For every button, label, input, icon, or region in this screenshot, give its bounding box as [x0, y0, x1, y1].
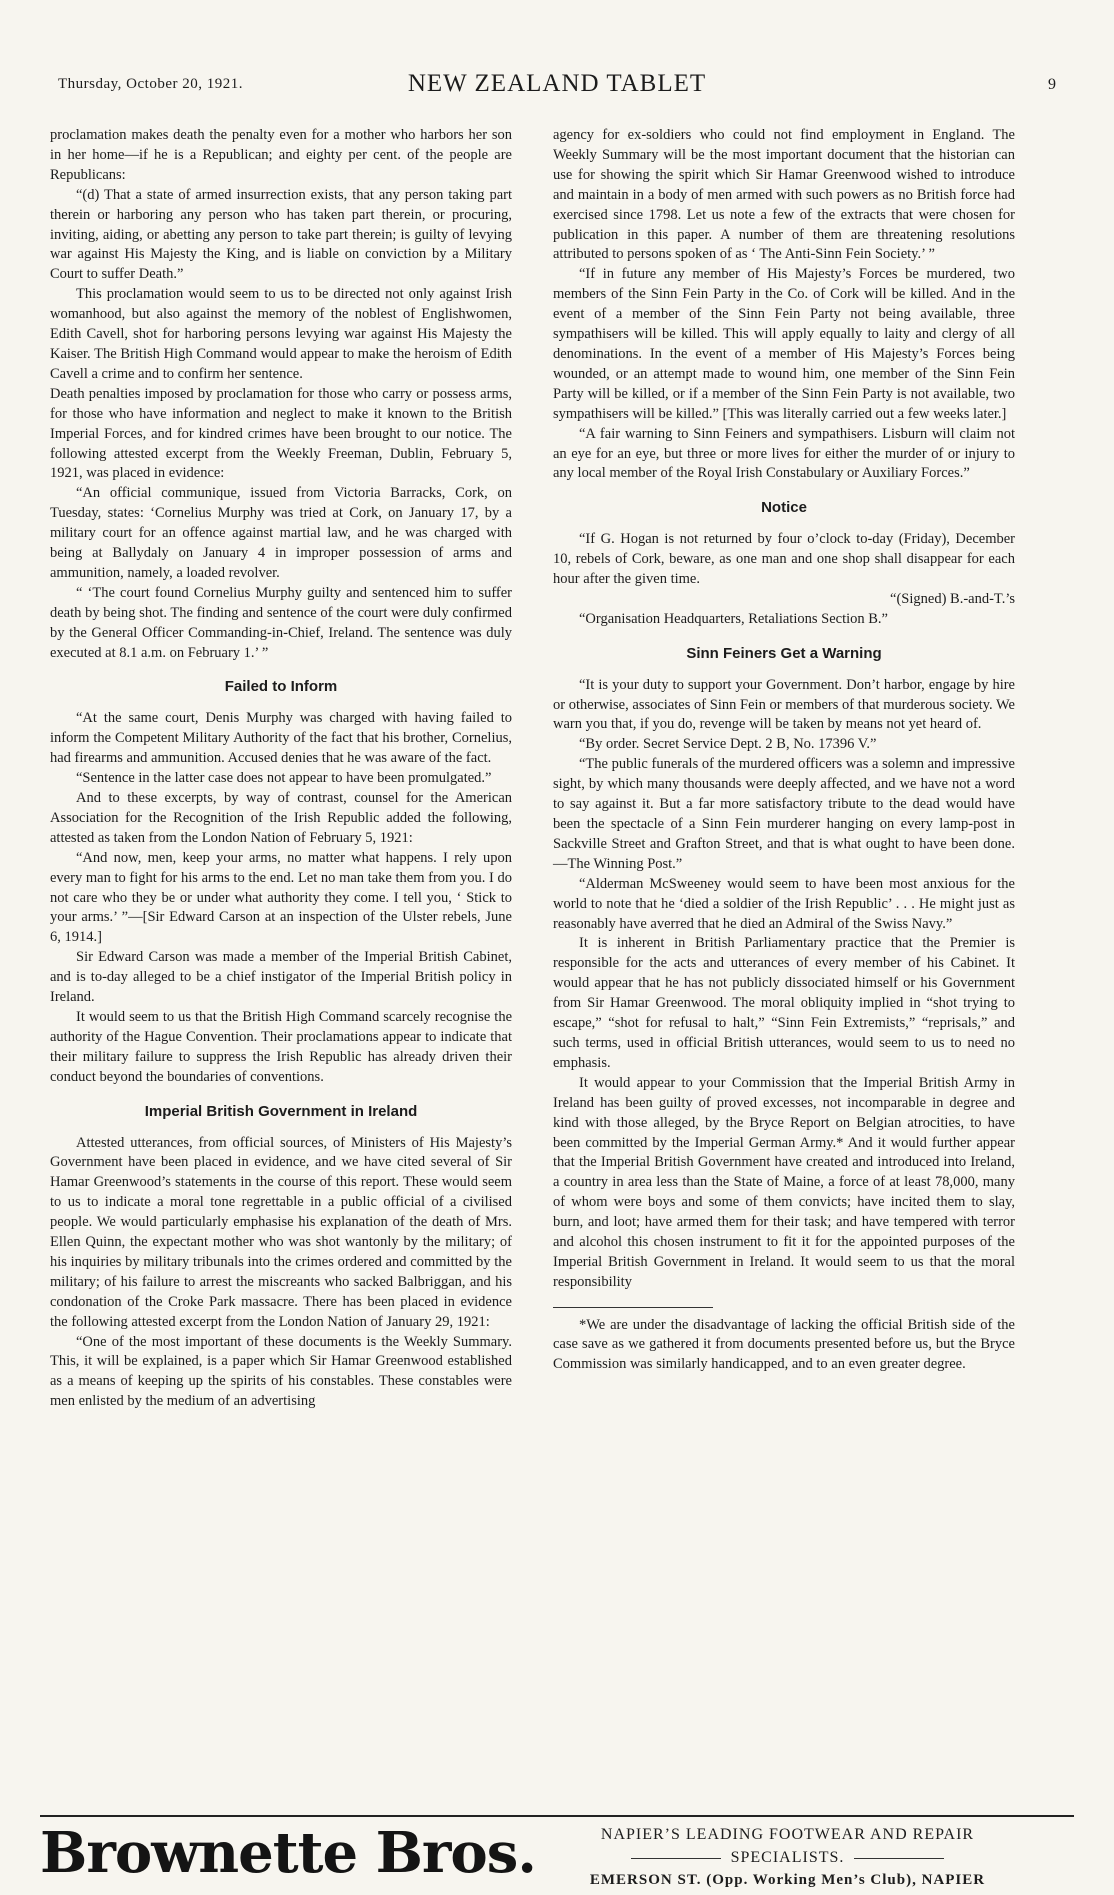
- paragraph: It is inherent in British Parliamentary practice that the Premier is responsible for the acts and utterances of every member of his Cabinet. It would appear that he has not publicly dissociated himself or his Government from Sir Hamar Greenwood. The moral obliquity implied in “shot trying to escape,” “shot for refusal to halt,” “Sinn Fein Extremists,” “reprisals,” and such terms, used in official British utterances, would seem to us to need no emphasis.: [553, 935, 1015, 1071]
- paragraph: This proclamation would seem to us to be directed not only against Irish womanhood, but also against the memory of the noblest of Englishwomen, Edith Cavell, shot for harboring persons levying war against His Majesty the Kaiser. The British High Command would appear to make the heroism of Edith Cavell a crime and to confirm her sentence.: [50, 286, 512, 382]
- signature-line: “(Signed) B.-and-T.’s: [890, 590, 1015, 607]
- paragraph: “If in future any member of His Majesty’s Forces be murdered, two members of the Sinn Fein Party in the Co. of Cork will be killed. And in the event of a member of the Sinn Fein Party not being available, three sympathisers will be killed. This will apply equally to laity and clergy of all denominations. In the event of a member of His Majesty’s Forces being wounded, or an attempt made to wound him, one member of the Sinn Fein Party will be killed, or if a member of the Sinn Fein Party is not available, two sympathisers will be killed.” [This was literally carried out a few weeks later.]: [553, 266, 1015, 422]
- paragraph: And to these excerpts, by way of contrast, counsel for the American Association for the Recognition of the Irish Republic added the following, attested as taken from the London Nation of February 5, 1921:: [50, 790, 512, 846]
- footnote-divider: [553, 1307, 713, 1308]
- section-heading-failed-to-inform: Failed to Inform: [224, 678, 338, 696]
- ad-line-specialists: [555, 1846, 1020, 1869]
- paragraph: “The public funerals of the murdered officers was a solemn and impressive sight, by which many thousands were deeply affected, and we have not a word to say against it. But a far more satisfactory tribute to the dead would have been the spectacle of a Sinn Fein murderer hanging on every lamp-post in Sackville Street and Grafton Street, and that is what ought to have been done.—The Winning Post.”: [553, 756, 1015, 872]
- paragraph: “And now, men, keep your arms, no matter what happens. I rely upon every man to fight for his arms to the end. Let no man take them from you. I do not care who they be or under what authority they come. I tell you, ‘ Stick to your arms.’ ”—[Sir Edward Carson at an inspection of the Ulster rebels, June 6, 1914.]: [50, 849, 512, 946]
- paragraph: “An official communique, issued from Victoria Barracks, Cork, on Tuesday, states: ‘Cornelius Murphy was tried at Cork, on January 17, by a military court for an offence against martial law, and he was charged with being at Ballydaly on January 4 in improper possession of arms and ammunition, namely, a loaded revolver.: [50, 485, 512, 581]
- ad-specialists: SPECIALISTS.: [730, 1849, 845, 1866]
- paragraph: “At the same court, Denis Murphy was charged with having failed to inform the Competent Military Authority of the fact that his brother, Cornelius, had firearms and ammunition. Accused denies that he was aware of the fact.: [50, 710, 512, 767]
- paragraph: It would seem to us that the British High Command scarcely recognise the authority of the Hague Convention. Their proclamations appear to indicate that their military failure to suppress the Irish Republic has already driven their conduct beyond the boundaries of conventions.: [50, 1008, 512, 1085]
- paragraph: “Sentence in the latter case does not appear to have been promulgated.”: [76, 770, 492, 787]
- paragraph: Death penalties imposed by proclamation for those who carry or possess arms, for those who have information and neglect to make it known to the British Imperial Forces, and for kindred crimes have been brought to our notice. The following attested excerpt from the Weekly Freeman, Dublin, February 5, 1921, was placed in evidence:: [50, 385, 512, 482]
- paragraph: “(d) That a state of armed insurrection exists, that any person taking part therein or harboring any person who has taken part therein, or procuring, inviting, aiding, or abetting any person to take part therein; is guilty of levying war against His Majesty the King, and is liable on conviction by a Military Court to suffer Death.”: [50, 186, 512, 283]
- ad-address: EMERSON ST. (Opp. Working Men’s Club), NAPIER: [589, 1872, 986, 1888]
- footnote: *We are under the disadvantage of lacking the official British side of the case save as we gathered it from documents presented before us, but the Bryce Commission was similarly handicapped, and to an even greater degree.: [553, 1316, 1015, 1372]
- left-column: [50, 126, 512, 1412]
- paragraph: “If G. Hogan is not returned by four o’clock to-day (Friday), December 10, rebels of Cork, beware, as one man and one shop shall disappear for each hour after the given time.: [553, 531, 1015, 588]
- paragraph: Attested utterances, from official sources, of Ministers of His Majesty’s Government have been placed in evidence, and we have cited several of Sir Hamar Greenwood’s statements in the course of this report. These would seem to us to indicate a moral tone regrettable in a public official of a civilised people. We would particularly emphasise his explanation of the death of Mrs. Ellen Quinn, the expectant mother who was shot wantonly by the military; of his inquiries by military tribunals into the crimes ordered and committed by the military; of his failure to arrest the miscreants who sacked Balbriggan, and his condonation of the Croke Park massacre. There has been placed in evidence the following attested excerpt from the London Nation of January 29, 1921:: [50, 1134, 512, 1330]
- masthead-title: NEW ZEALAND TABLET: [407, 70, 707, 97]
- paragraph: agency for ex-soldiers who could not find employment in England. The Weekly Summary will be the most important document that the historian can use for showing the spirit which Sir Hamar Greenwood wished to introduce and maintain in a body of men armed with such powers as no British force had exercised since 1798. Let us note a few of the extracts that were chosen for publication in this paper. A number of them are threatening resolutions attributed to persons spoken of as ‘ The Anti-Sinn Fein Society.’ ”: [553, 127, 1015, 263]
- issue-date: Thursday, October 20, 1921.: [58, 76, 243, 92]
- paragraph: “ ‘The court found Cornelius Murphy guilty and sentenced him to suffer death by being shot. The finding and sentence of the court were duly confirmed by the General Officer Commanding-in-Chief, Ireland. The sentence was duly executed at 8.1 a.m. on February 1.’ ”: [50, 584, 512, 661]
- section-heading-notice: Notice: [761, 499, 807, 517]
- page-number: 9: [1048, 76, 1056, 93]
- paragraph: “By order. Secret Service Dept. 2 B, No. 17396 V.”: [579, 736, 877, 753]
- paragraph: Sir Edward Carson was made a member of the Imperial British Cabinet, and is to-day alleged to be a chief instigator of the Imperial British policy in Ireland.: [50, 949, 512, 1006]
- paragraph: “One of the most important of these documents is the Weekly Summary. This, it will be explained, is a paper which Sir Hamar Greenwood established as a means of keeping up the spirits of his constables. These constables were men enlisted by the medium of an advertising: [50, 1333, 512, 1410]
- paragraph: It would appear to your Commission that the Imperial British Army in Ireland has been guilty of proved excesses, not incomparable in degree and kind with those alleged, by the Bryce Report on Belgian atrocities, to have been committed by the Imperial German Army.* And it would further appear that the Imperial British Government have created and introduced into Ireland, a country in area less than the State of Maine, a force of at least 78,000, many of whom were boys and some of them convicts; have incited them to slay, burn, and loot; have armed them for their task; and have tempered with terror and alcohol this chosen instrument to fit it for the appointed purposes of the Imperial British Government in Ireland. It would seem to us that the moral responsibility: [553, 1074, 1015, 1290]
- right-column: [553, 126, 1015, 1374]
- ad-line: NAPIER’S LEADING FOOTWEAR AND REPAIR: [600, 1826, 975, 1843]
- paragraph: “A fair warning to Sinn Feiners and sympathisers. Lisburn will claim not an eye for an eye, but three or more lives for either the murder of or injury to any local member of the Royal Irish Constabulary or Auxiliary Forces.”: [553, 425, 1015, 482]
- paragraph: “It is your duty to support your Government. Don’t harbor, engage by hire or otherwise, associates of Sinn Fein or members of that murderous society. We warn you that, if you do, revenge will be taken by means not yet heard of.: [553, 676, 1015, 733]
- paragraph: proclamation makes death the penalty even for a mother who harbors her son in her home—if he is a Republican; and eighty per cent. of the people are Republicans:: [50, 127, 512, 183]
- section-heading-warning: Sinn Feiners Get a Warning: [686, 644, 882, 662]
- advertisement-brand: Brownette Bros.: [40, 1820, 536, 1886]
- section-heading-imperial-government: Imperial British Government in Ireland: [144, 1102, 418, 1120]
- page-header: [58, 66, 1056, 102]
- advertisement-text: [555, 1823, 1020, 1892]
- signature-line: “Organisation Headquarters, Retaliations Section B.”: [579, 610, 888, 627]
- paragraph: “Alderman McSweeney would seem to have been most anxious for the world to note that he ‘died a soldier of the Irish Republic’ . . . He might just as reasonably have averred that he died an Admiral of the Swiss Navy.”: [553, 875, 1015, 932]
- advertisement-divider: [40, 1815, 1074, 1817]
